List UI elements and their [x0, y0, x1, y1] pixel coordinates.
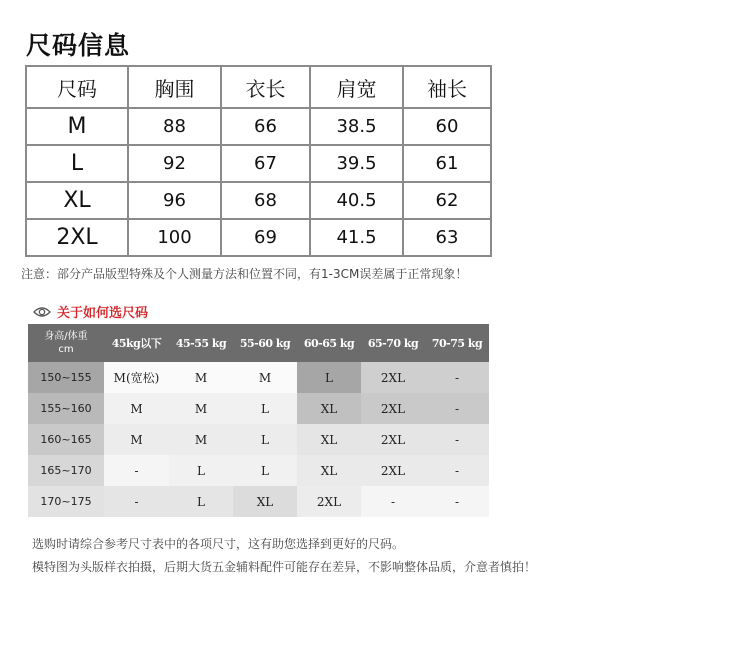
- size-chart-table: [25, 65, 492, 257]
- weight-header: 45kg以下: [104, 324, 169, 362]
- size-cell: XL: [26, 182, 128, 219]
- rec-cell: -: [361, 486, 425, 517]
- table-cell: 66: [221, 108, 310, 145]
- rec-cell: L: [233, 393, 297, 424]
- table-row: [26, 219, 491, 256]
- rec-cell: M: [104, 424, 169, 455]
- size-cell: M: [26, 108, 128, 145]
- table-row: [26, 145, 491, 182]
- rec-cell: L: [169, 455, 233, 486]
- table-row: [28, 393, 489, 424]
- table-cell: 63: [403, 219, 491, 256]
- rec-cell: XL: [233, 486, 297, 517]
- rec-cell: -: [425, 455, 489, 486]
- weight-header: 45-55 kg: [169, 324, 233, 362]
- size-guide-heading: [33, 302, 148, 321]
- table-row: [28, 455, 489, 486]
- rec-cell: -: [425, 362, 489, 393]
- table-cell: 69: [221, 219, 310, 256]
- footer-disclaimer: 模特图为头版样衣拍摄，后期大货五金辅料配件可能存在差异，不影响整体品质，介意者慎拍！: [32, 560, 537, 574]
- eye-icon: [33, 306, 51, 318]
- rec-cell: 2XL: [361, 362, 425, 393]
- header-cell: 胸围: [128, 66, 221, 108]
- table-row: [28, 362, 489, 393]
- table-cell: 96: [128, 182, 221, 219]
- table-cell: 41.5: [310, 219, 403, 256]
- rec-cell: M: [233, 362, 297, 393]
- rec-cell: L: [169, 486, 233, 517]
- table-cell: 39.5: [310, 145, 403, 182]
- size-cell: L: [26, 145, 128, 182]
- header-cell: 肩宽: [310, 66, 403, 108]
- corner-label-1: 身高/体重: [44, 331, 88, 342]
- rec-cell: XL: [297, 455, 361, 486]
- header-cell: 尺码: [26, 66, 128, 108]
- rec-cell: XL: [297, 393, 361, 424]
- height-label: 165~170: [28, 455, 104, 486]
- table-cell: 38.5: [310, 108, 403, 145]
- table-row: [28, 486, 489, 517]
- rec-cell: -: [104, 486, 169, 517]
- table-cell: 92: [128, 145, 221, 182]
- table-row: [26, 182, 491, 219]
- rec-cell: M(宽松): [104, 362, 169, 393]
- height-label: 170~175: [28, 486, 104, 517]
- header-cell: 衣长: [221, 66, 310, 108]
- weight-header: 55-60 kg: [233, 324, 297, 362]
- rec-cell: 2XL: [361, 455, 425, 486]
- table-cell: 61: [403, 145, 491, 182]
- table-row: [28, 424, 489, 455]
- rec-cell: M: [104, 393, 169, 424]
- rec-cell: -: [425, 486, 489, 517]
- size-guide-label: 关于如何选尺码: [57, 306, 149, 321]
- rec-cell: -: [425, 424, 489, 455]
- footer-tip: 选购时请综合参考尺寸表中的各项尺寸，这有助您选择到更好的尺码。: [32, 537, 405, 551]
- measurement-note: 注意：部分产品版型特殊及个人测量方法和位置不同，有1-3CM误差属于正常现象！: [21, 267, 468, 281]
- table-cell: 88: [128, 108, 221, 145]
- table-cell: 68: [221, 182, 310, 219]
- rec-cell: L: [297, 362, 361, 393]
- table-cell: 40.5: [310, 182, 403, 219]
- rec-cell: -: [104, 455, 169, 486]
- table-cell: 60: [403, 108, 491, 145]
- corner-label-2: cm: [58, 344, 74, 355]
- size-recommendation-table: [28, 324, 489, 517]
- table-row: [26, 108, 491, 145]
- table-header-row: [26, 66, 491, 108]
- corner-cell: [28, 324, 104, 362]
- height-label: 155~160: [28, 393, 104, 424]
- rec-cell: M: [169, 393, 233, 424]
- rec-cell: 2XL: [361, 424, 425, 455]
- weight-header: 60-65 kg: [297, 324, 361, 362]
- height-label: 150~155: [28, 362, 104, 393]
- weight-header: 70-75 kg: [425, 324, 489, 362]
- table-cell: 100: [128, 219, 221, 256]
- rec-cell: L: [233, 424, 297, 455]
- rec-header-row: [28, 324, 489, 362]
- rec-cell: -: [425, 393, 489, 424]
- rec-cell: M: [169, 362, 233, 393]
- table-cell: 67: [221, 145, 310, 182]
- table-cell: 62: [403, 182, 491, 219]
- weight-header: 65-70 kg: [361, 324, 425, 362]
- page-title: 尺码信息: [26, 31, 131, 60]
- rec-cell: L: [233, 455, 297, 486]
- rec-cell: M: [169, 424, 233, 455]
- rec-cell: XL: [297, 424, 361, 455]
- rec-cell: 2XL: [361, 393, 425, 424]
- rec-cell: 2XL: [297, 486, 361, 517]
- size-cell: 2XL: [26, 219, 128, 256]
- height-label: 160~165: [28, 424, 104, 455]
- header-cell: 袖长: [403, 66, 491, 108]
